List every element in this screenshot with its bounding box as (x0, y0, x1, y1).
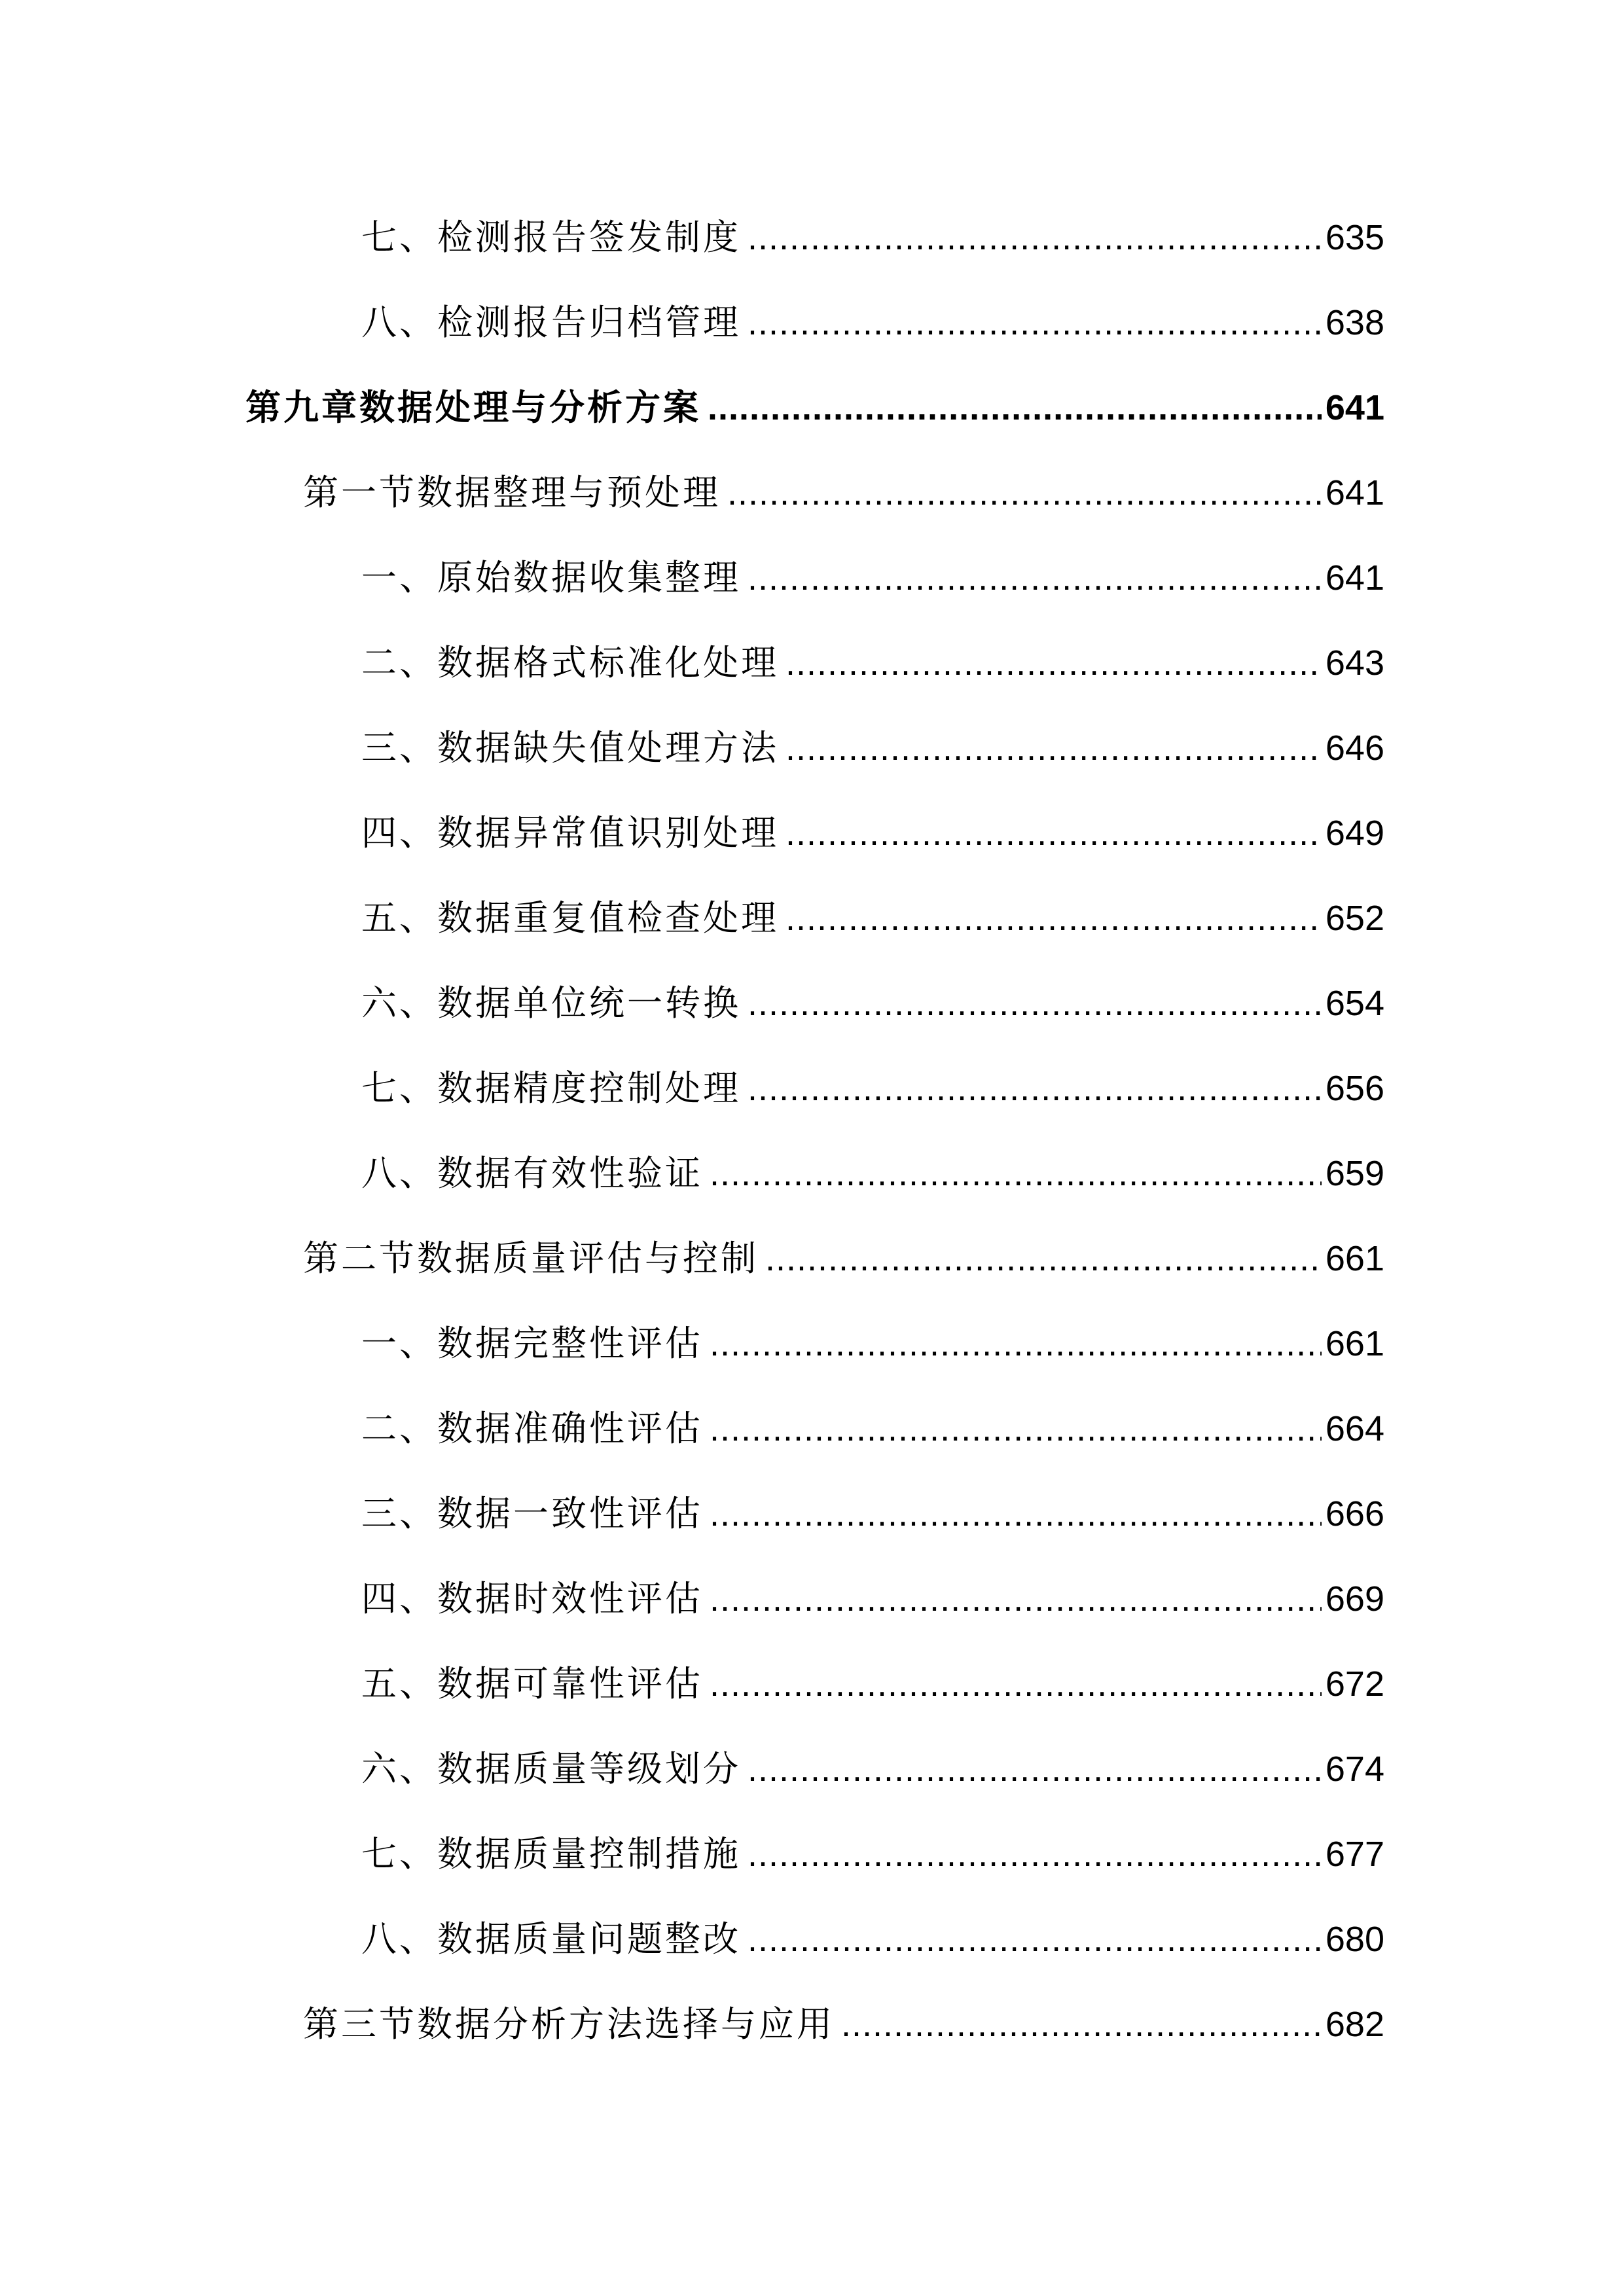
toc-entry[interactable] (361, 807, 1384, 859)
toc-entry-title: 四、数据异常值识别处理 (361, 812, 779, 853)
toc-leader-dots (710, 1658, 1322, 1710)
toc-leader-dots (765, 1232, 1322, 1285)
toc-entry-title: 三、数据缺失值处理方法 (361, 727, 779, 768)
toc-leader-dots (748, 1913, 1322, 1965)
toc-entry[interactable] (361, 211, 1384, 264)
toc-entry-title: 五、数据重复值检查处理 (361, 897, 779, 939)
toc-leader-dots (710, 1147, 1322, 1200)
toc-entry[interactable] (361, 1318, 1384, 1370)
toc-leader-dots (785, 807, 1322, 859)
toc-entry-title: 第一节数据整理与预处理 (303, 472, 721, 513)
toc-entry[interactable] (361, 637, 1384, 689)
toc-entry[interactable] (361, 1403, 1384, 1455)
toc-entry-page: 677 (1325, 1835, 1384, 1874)
toc-entry-page: 674 (1325, 1749, 1384, 1789)
toc-entry-page: 661 (1325, 1239, 1384, 1278)
toc-entry-title: 七、检测报告签发制度 (361, 217, 741, 258)
toc-entry[interactable] (361, 722, 1384, 774)
toc-entry-title: 八、数据质量问题整改 (361, 1918, 741, 1960)
toc-leader-dots (710, 1403, 1322, 1455)
toc-leader-dots (841, 1998, 1322, 2051)
toc-entry[interactable] (361, 892, 1384, 944)
toc-entry-page: 680 (1325, 1920, 1384, 1959)
toc-entry-page: 672 (1325, 1664, 1384, 1704)
toc-section-entry[interactable] (303, 1998, 1384, 2051)
toc-entry-title: 第三节数据分析方法选择与应用 (303, 2003, 835, 2045)
toc-leader-dots (748, 977, 1322, 1030)
toc-entry-title: 五、数据可靠性评估 (361, 1663, 703, 1704)
toc-entry-page: 646 (1325, 728, 1384, 768)
toc-entry-page: 649 (1325, 814, 1384, 853)
toc-entry-page: 641 (1325, 473, 1384, 512)
toc-leader-dots (785, 722, 1322, 774)
toc-entry[interactable] (361, 1147, 1384, 1200)
toc-leader-dots (748, 296, 1322, 349)
toc-entry-page: 641 (1325, 388, 1384, 427)
toc-entry-page: 664 (1325, 1409, 1384, 1448)
toc-chapter-entry[interactable] (245, 382, 1384, 434)
toc-leader-dots (708, 382, 1322, 434)
toc-entry[interactable] (361, 1913, 1384, 1965)
toc-entry-title: 第二节数据质量评估与控制 (303, 1238, 759, 1279)
toc-entry-page: 659 (1325, 1154, 1384, 1193)
toc-entry-page: 641 (1325, 558, 1384, 598)
toc-entry-title: 二、数据格式标准化处理 (361, 642, 779, 683)
toc-leader-dots (785, 892, 1322, 944)
toc-leader-dots (710, 1488, 1322, 1540)
toc-leader-dots (748, 1828, 1322, 1880)
toc-leader-dots (748, 1743, 1322, 1795)
toc-entry-page: 654 (1325, 984, 1384, 1023)
toc-entry-title: 六、数据单位统一转换 (361, 982, 741, 1024)
toc-entry[interactable] (361, 1062, 1384, 1115)
toc-entry[interactable] (361, 1488, 1384, 1540)
toc-leader-dots (748, 552, 1322, 604)
toc-entry-title: 二、数据准确性评估 (361, 1408, 703, 1449)
toc-entry[interactable] (361, 1828, 1384, 1880)
toc-section-entry[interactable] (303, 1232, 1384, 1285)
toc-leader-dots (710, 1318, 1322, 1370)
toc-entry-title: 一、数据完整性评估 (361, 1323, 703, 1364)
toc-entry-title: 四、数据时效性评估 (361, 1578, 703, 1619)
toc-leader-dots (727, 467, 1322, 519)
toc-entry[interactable] (361, 1658, 1384, 1710)
toc-leader-dots (748, 211, 1322, 264)
toc-entry[interactable] (361, 1573, 1384, 1625)
toc-entry-page: 643 (1325, 643, 1384, 683)
toc-leader-dots (710, 1573, 1322, 1625)
toc-entry[interactable] (361, 552, 1384, 604)
toc-entry-title: 六、数据质量等级划分 (361, 1748, 741, 1789)
toc-entry-page: 661 (1325, 1324, 1384, 1363)
toc-leader-dots (785, 637, 1322, 689)
toc-entry-page: 666 (1325, 1494, 1384, 1534)
toc-entry-page: 638 (1325, 303, 1384, 342)
toc-entry-page: 682 (1325, 2005, 1384, 2044)
toc-entry-title: 七、数据精度控制处理 (361, 1067, 741, 1109)
toc-entry-page: 669 (1325, 1579, 1384, 1619)
toc-entry-title: 三、数据一致性评估 (361, 1493, 703, 1534)
toc-entry-page: 656 (1325, 1069, 1384, 1108)
toc-entry-title: 第九章数据处理与分析方案 (245, 387, 701, 428)
toc-entry[interactable] (361, 977, 1384, 1030)
toc-section-entry[interactable] (303, 467, 1384, 519)
toc-entry-page: 652 (1325, 899, 1384, 938)
toc-entry-title: 七、数据质量控制措施 (361, 1833, 741, 1874)
toc-entry[interactable] (361, 296, 1384, 349)
toc-entry-page: 635 (1325, 218, 1384, 257)
toc-leader-dots (748, 1062, 1322, 1115)
toc-entry-title: 八、数据有效性验证 (361, 1153, 703, 1194)
toc-entry-title: 一、原始数据收集整理 (361, 557, 741, 598)
toc-entry-title: 八、检测报告归档管理 (361, 302, 741, 343)
toc-entry[interactable] (361, 1743, 1384, 1795)
